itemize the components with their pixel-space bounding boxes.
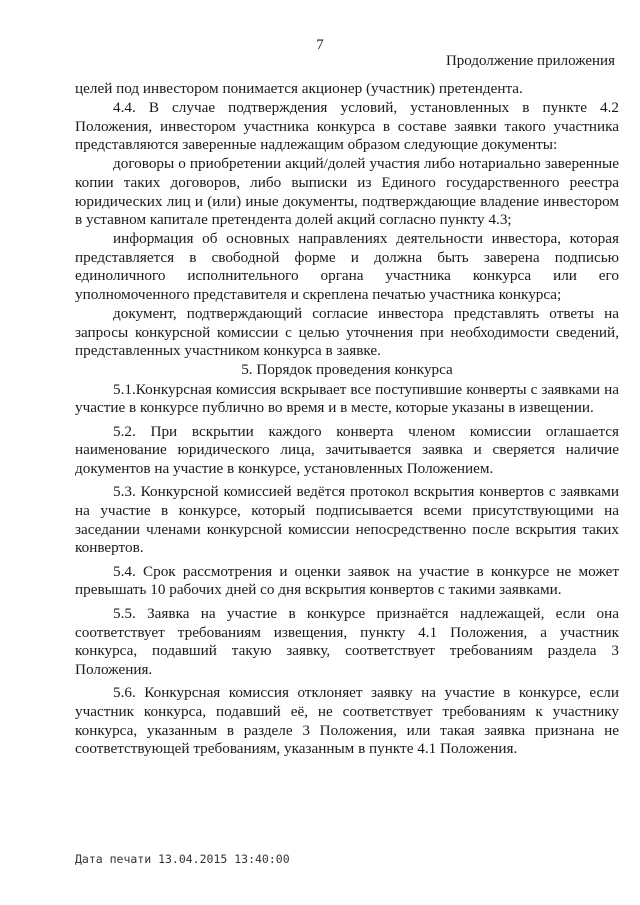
print-date: Дата печати 13.04.2015 13:40:00 bbox=[75, 852, 290, 866]
paragraph: целей под инвестором понимается акционер (участник) претендента. bbox=[75, 80, 523, 97]
section-heading: 5. Порядок проведения конкурса bbox=[241, 361, 453, 379]
paragraph: 5.2. При вскрытии каждого конверта членом комиссии оглашается наименование юридического лица, зачитывается заявка и сверяется наличие документов на участие в конкурсе, установленных Положением. bbox=[75, 422, 619, 477]
paragraph: документ, подтверждающий согласие инвестора представлять ответы на запросы конкурсной комиссии с целью уточнения при необходимости сведений, представленных участником конкурса в заявке. bbox=[75, 305, 619, 360]
section-5-body bbox=[75, 381, 619, 759]
paragraph: 5.4. Срок рассмотрения и оценки заявок на участие в конкурсе не может превышать 10 рабочих дней со дня вскрытия конвертов с такими заявками. bbox=[75, 562, 619, 599]
paragraph: 5.5. Заявка на участие в конкурсе признаётся надлежащей, если она соответствует требованиям извещения, пункту 4.1 Положения, а участник конкурса, подавший такую заявку, соответствует требованиям раздела 3 Положения. bbox=[75, 605, 619, 678]
paragraph: 5.3. Конкурсной комиссией ведётся протокол вскрытия конвертов с заявками на участие в конкурсе, который подписывается всеми присутствующими на заседании членами конкурсной комиссии непосредственно после вскрытия таких конвертов. bbox=[75, 483, 619, 557]
document-body bbox=[75, 80, 619, 764]
paragraph: 5.6. Конкурсная комиссия отклоняет заявку на участие в конкурсе, если участник конкурса, подавший её, не соответствует требованиям к участнику конкурса, указанным в разделе 3 Положения, или такая заявка признана не соответствующей требованиям, указанным в пункте 4.1 Положения. bbox=[75, 684, 619, 758]
page-number: 7 bbox=[316, 37, 324, 53]
paragraph: 5.1.Конкурсная комиссия вскрывает все поступившие конверты с заявками на участие в конкурсе публично во время и в месте, которые указаны в извещении. bbox=[75, 380, 619, 417]
paragraph: 4.4. В случае подтверждения условий, установленных в пункте 4.2 Положения, инвестором участника конкурса в составе заявки такого участника представляются заверенные надлежащим образом следующие документы: bbox=[75, 99, 619, 154]
continuation-label: Продолжение приложения bbox=[445, 53, 615, 69]
paragraph: договоры о приобретении акций/долей участия либо нотариально заверенные копии таких договоров, либо выписки из Единого государственного реестра юридических лиц и (или) иные документы, подтверждающие владение инвестором в уставном капитале претендента долей акций согласно пункту 4.3; bbox=[75, 155, 619, 229]
paragraph: информация об основных направлениях деятельности инвестора, которая представляется в свободной форме и должна быть заверена подписью единоличного исполнительного органа участника конкурса или его уполномоченного представителя и скреплена печатью участника конкурса; bbox=[75, 230, 619, 304]
